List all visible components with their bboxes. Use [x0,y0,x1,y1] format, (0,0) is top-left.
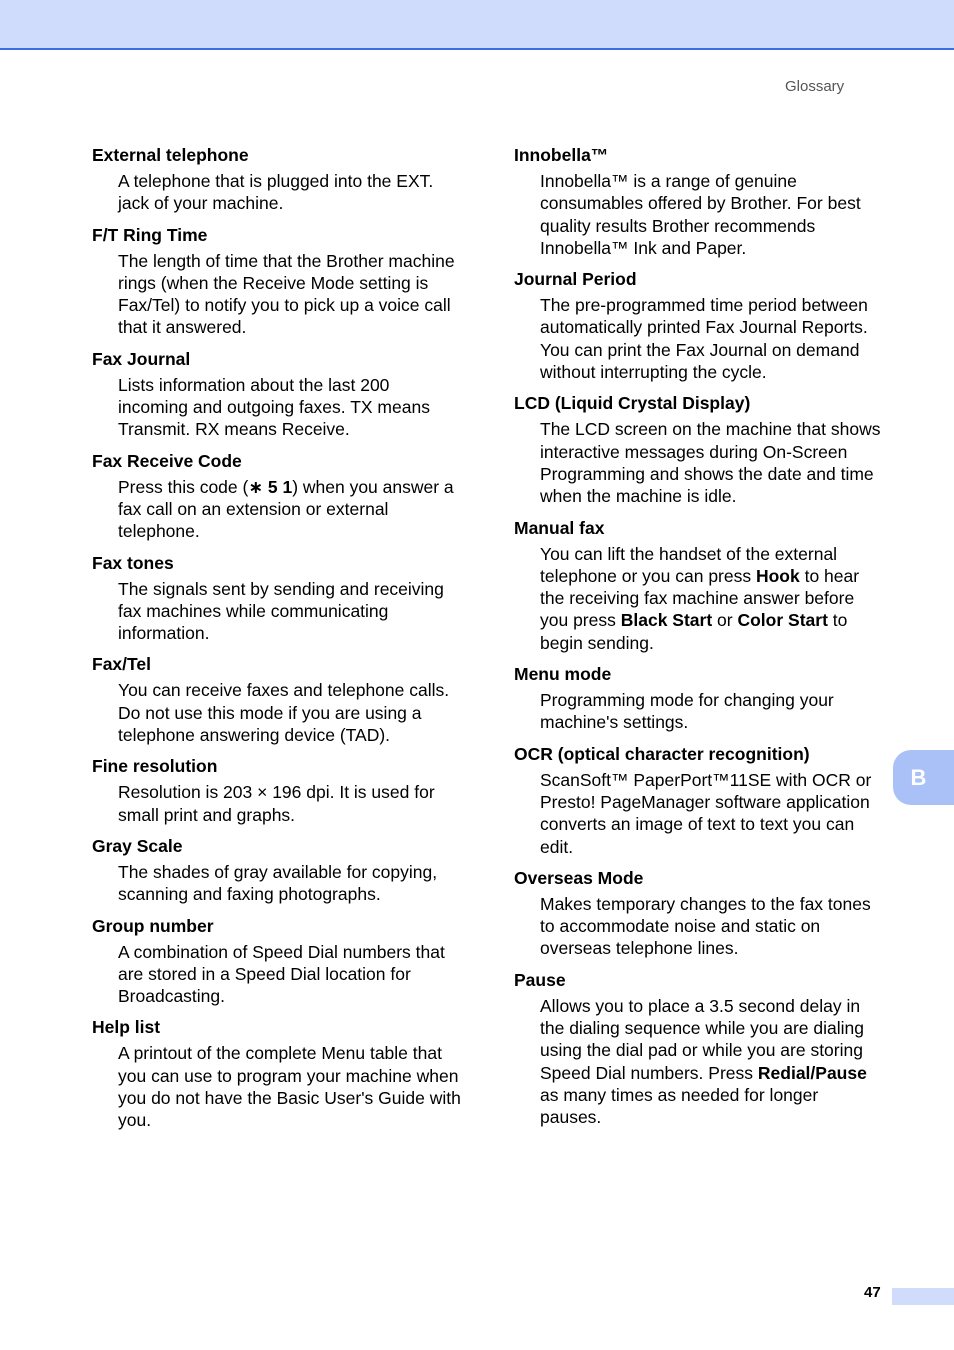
glossary-definition: Resolution is 203 × 196 dpi. It is used for small print and graphs. [118,782,435,825]
glossary-entry [514,144,884,259]
glossary-entry [514,268,884,383]
glossary-term: LCD (Liquid Crystal Display) [514,393,751,414]
page-number: 47 [864,1284,881,1301]
glossary-entry [514,743,884,858]
glossary-column-right [514,144,884,1138]
definition-text: ) when you answer a fax call on an extension or external telephone. [118,476,454,542]
key-name-hook: Hook [755,565,800,586]
glossary-term: Overseas Mode [514,867,644,888]
section-title: Glossary [785,78,845,95]
glossary-term: Menu mode [514,664,612,685]
glossary-entry [92,144,462,215]
glossary-entry [514,663,884,734]
glossary-entry [92,224,462,339]
glossary-definition: A combination of Speed Dial numbers that are stored in a Speed Dial location for Broadcasting. [118,941,445,1007]
glossary-definition: The shades of gray available for copying, scanning and faxing photographs. [118,861,438,905]
glossary-definition: ScanSoft™ PaperPort™11SE with OCR or Presto! PageManager software application converts an image of text to text you can edit. [540,769,872,857]
definition-text: or [712,610,738,631]
glossary-entry [92,915,462,1008]
footer-bar [892,1288,954,1305]
glossary-entry [92,552,462,645]
glossary-term: Gray Scale [92,835,183,856]
glossary-definition: The length of time that the Brother machine rings (when the Receive Mode setting is Fax/Tel) to notify you to pick up a voice call that it answered. [118,250,455,338]
glossary-definition [540,543,884,654]
glossary-definition: You can receive faxes and telephone calls. Do not use this mode if you are using a telephone answering device (TAD). [118,680,450,746]
glossary-entry [92,1016,462,1131]
glossary-entry [92,653,462,746]
glossary-term: Fax/Tel [92,654,152,675]
glossary-definition: Innobella™ is a range of genuine consumables offered by Brother. For best quality results Brother recommends Innobella™ Ink and Paper. [540,171,861,258]
glossary-term: Help list [92,1017,161,1038]
definition-text: as many times as needed for longer pauses. [540,1084,819,1128]
definition-text: Allows you to place a 3.5 second delay in the dialing sequence while you are dialing using the dial pad or while you are storing Speed Dial numbers. Press [540,995,864,1083]
definition-text: to hear the receiving fax machine answer before you press [540,565,860,631]
header-band [0,0,954,50]
key-name-redial-pause: Redial/Pause [757,1062,867,1083]
glossary-definition: Lists information about the last 200 incoming and outgoing faxes. TX means Transmit. RX means Receive. [118,374,430,440]
glossary-definition: The LCD screen on the machine that shows interactive messages during On-Screen Programming and shows the date and time when the machine is idle. [540,419,881,507]
glossary-term: Journal Period [514,269,637,290]
glossary-term: Pause [514,969,566,990]
glossary-entry [514,392,884,507]
glossary-definition: Programming mode for changing your machine's settings. [540,690,834,733]
glossary-term: Fax Journal [92,348,191,369]
glossary-definition [540,995,884,1129]
glossary-term: Manual fax [514,517,605,538]
glossary-definition: The pre-programmed time period between automatically printed Fax Journal Reports. You can print the Fax Journal on demand without interrupting the cycle. [540,295,868,383]
appendix-tab: B [893,750,954,805]
glossary-term: External telephone [92,145,249,165]
definition-text: You can lift the handset of the external telephone or you can press [540,543,838,586]
glossary-term: Fine resolution [92,756,218,777]
key-name-black-start: Black Start [620,610,713,631]
glossary-entry [92,348,462,441]
glossary-column-left [92,144,462,1141]
glossary-entry [92,755,462,826]
glossary-term: Fax Receive Code [92,450,242,471]
glossary-entry [92,450,462,543]
glossary-definition: Makes temporary changes to the fax tones to accommodate noise and static on overseas telephone lines. [540,893,871,959]
glossary-definition: A printout of the complete Menu table that you can use to program your machine when you do not have the Basic User's Guide with you. [118,1043,461,1131]
glossary-definition: The signals sent by sending and receiving fax machines while communicating information. [118,578,444,644]
glossary-entry [514,867,884,960]
key-name-color-start: Color Start [737,610,828,631]
fax-receive-code-value: ∗ 5 1 [248,476,293,497]
glossary-term: Fax tones [92,552,174,573]
glossary-term: F/T Ring Time [92,224,208,245]
glossary-term: Innobella™ [514,145,609,165]
definition-text: to begin sending. [540,610,848,653]
glossary-term: OCR (optical character recognition) [514,743,810,764]
glossary-entry [92,835,462,906]
glossary-definition: A telephone that is plugged into the EXT. jack of your machine. [118,171,434,214]
glossary-entry [514,969,884,1129]
glossary-entry [514,517,884,654]
glossary-definition [118,476,462,543]
glossary-term: Group number [92,915,214,936]
definition-text: Press this code ( [118,476,249,497]
